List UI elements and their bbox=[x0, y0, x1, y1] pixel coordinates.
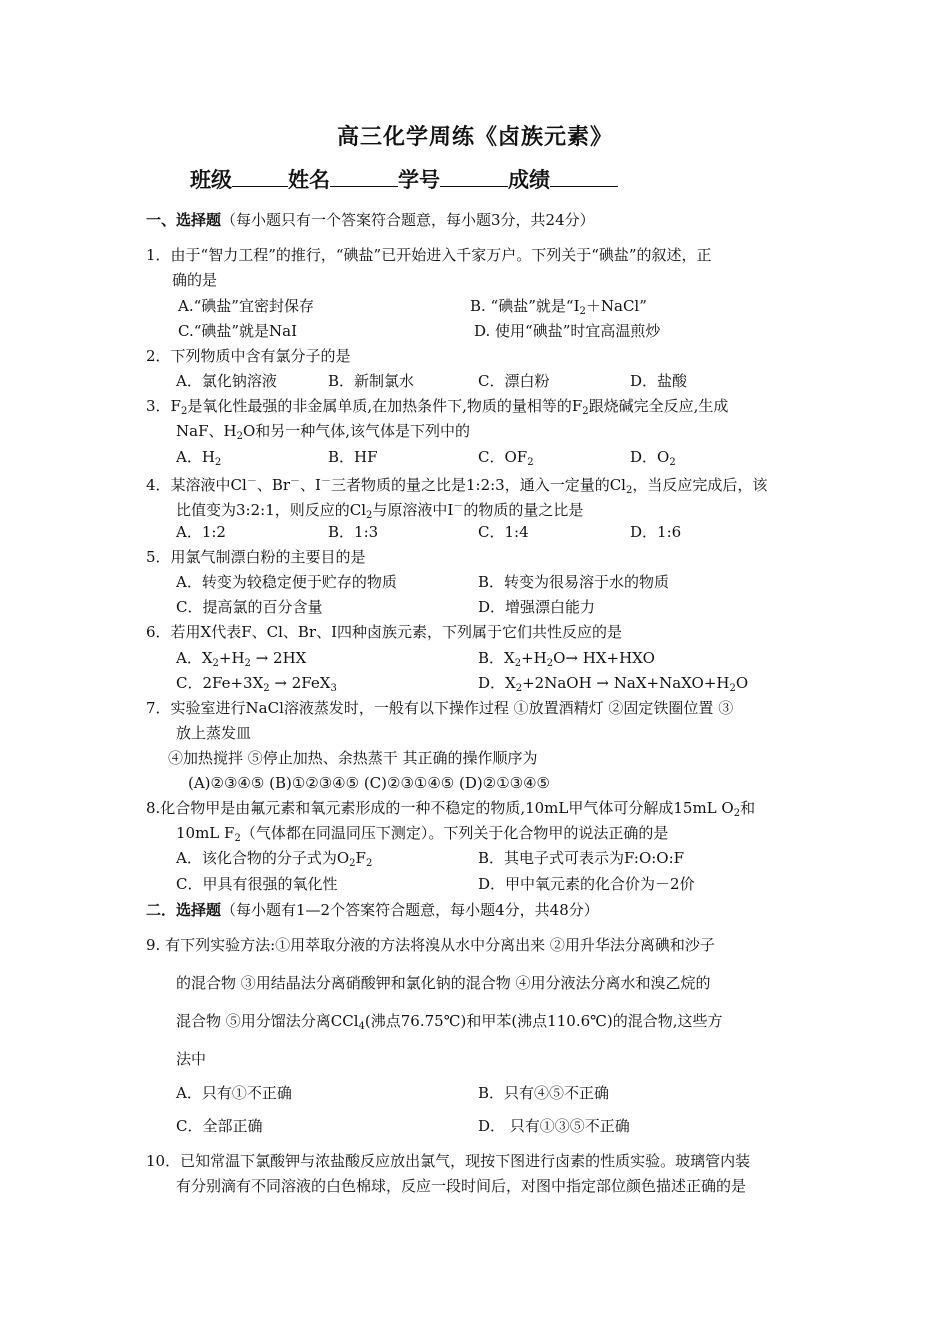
q3-sub-3: 2 bbox=[236, 431, 243, 442]
q4-sup-3: － bbox=[320, 476, 331, 487]
id-label: 学号 bbox=[398, 167, 440, 192]
q8-text-4: （气体都在同温同压下测定）。下列关于化合物甲的说法正确的是 bbox=[240, 824, 669, 842]
q9-option-d: D． 只有①③⑤不正确 bbox=[478, 1117, 630, 1135]
section1-heading: 一、选择题 bbox=[146, 211, 222, 229]
q9-text-2: (沸点76.75℃)和甲苯(沸点110.6℃)的混合物,这些方 bbox=[364, 1012, 723, 1030]
name-blank[interactable] bbox=[330, 168, 398, 187]
q8-a-t1: A．该化合物的分子式为O bbox=[176, 849, 350, 867]
q1-option-a: A.“碘盐”宜密封保存 bbox=[178, 297, 314, 315]
q4-option-d: D．1:6 bbox=[630, 523, 682, 541]
student-info-row bbox=[190, 164, 618, 194]
q8-stem-line1 bbox=[146, 798, 755, 824]
q6-b-t1: B．X bbox=[478, 649, 515, 667]
q6-d-t2: +2NaOH → NaX+NaXO+H bbox=[522, 674, 730, 692]
q8-a-s2: 2 bbox=[365, 858, 373, 869]
page-title: 高三化学周练《卤族元素》 bbox=[336, 124, 613, 150]
q6-d-t3: O bbox=[735, 674, 749, 692]
q6-stem: 6．若用X代表F、Cl、Br、I四种卤族元素，下列属于它们共性反应的是 bbox=[146, 623, 623, 641]
q4-sub-1: 2 bbox=[625, 485, 633, 496]
q5-stem: 5．用氯气制漂白粉的主要目的是 bbox=[146, 548, 366, 566]
q3-option-a bbox=[176, 447, 221, 473]
q7-stem-line1: 7．实验室进行NaCl溶液蒸发时，一般有以下操作过程 ①放置酒精灯 ②固定铁圈位置 ③ bbox=[146, 699, 734, 717]
q8-stem-line2 bbox=[176, 823, 668, 849]
q3-d-sub: 2 bbox=[669, 457, 676, 468]
q3-d-text: D．O bbox=[630, 448, 670, 466]
q8-a-t2: F bbox=[355, 849, 366, 867]
section2-heading: 二．选择题 bbox=[146, 901, 222, 919]
q3-stem-line2 bbox=[176, 421, 470, 447]
q3-text-4: NaF、H bbox=[176, 422, 237, 440]
q2-option-d: D．盐酸 bbox=[630, 372, 688, 390]
q4-sup-2: － bbox=[290, 476, 301, 487]
q6-a-t3: → 2HX bbox=[250, 649, 307, 667]
section1-note: （每小题只有一个答案符合题意，每小题3分，共24分） bbox=[221, 211, 595, 229]
q6-a-t1: A．X bbox=[176, 649, 213, 667]
q1-option-b-sub: 2 bbox=[579, 306, 586, 317]
q3-option-b: B．HF bbox=[328, 448, 378, 466]
q7-options: (A)②③④⑤ (B)①②③④⑤ (C)②③①④⑤ (D)②①③④⑤ bbox=[188, 774, 550, 792]
q8-option-b: B．其电子式可表示为F:O:O:F bbox=[478, 849, 685, 867]
section2-note: （每小题有1—2个答案符合题意，每小题4分，共48分） bbox=[221, 901, 599, 919]
score-label: 成绩 bbox=[508, 167, 550, 192]
q6-a-t2: +H bbox=[218, 649, 245, 667]
q1-option-b bbox=[470, 296, 647, 322]
q1-stem-line1: 1．由于“智力工程”的推行，“碘盐”已开始进入千家万户。下列关于“碘盐”的叙述，正 bbox=[146, 246, 712, 264]
q6-b-t2: +H bbox=[521, 649, 547, 667]
q4-text-2: 、Br bbox=[256, 476, 291, 494]
q8-sub-2: 2 bbox=[234, 833, 241, 844]
q1-option-c: C.“碘盐”就是NaI bbox=[178, 322, 298, 340]
q1-option-b-tail: ＋NaCl” bbox=[585, 297, 647, 315]
q5-option-a: A．转变为较稳定便于贮存的物质 bbox=[176, 573, 397, 591]
q9-option-a: A．只有①不正确 bbox=[176, 1084, 292, 1102]
q3-c-text: C．OF bbox=[478, 448, 528, 466]
q7-stem-line2: 放上蒸发皿 bbox=[176, 724, 252, 742]
q6-d-s2: 2 bbox=[729, 683, 736, 694]
q6-d-s1: 2 bbox=[515, 683, 523, 694]
q6-option-b bbox=[478, 648, 655, 674]
q6-d-t1: D．X bbox=[478, 674, 516, 692]
q7-stem-line3: ④加热搅拌 ⑤停止加热、余热蒸干 其正确的操作顺序为 bbox=[168, 749, 538, 767]
q6-c-t2: → 2FeX bbox=[269, 674, 331, 692]
q9-option-c: C．全部正确 bbox=[176, 1117, 263, 1135]
section1-heading-line bbox=[146, 210, 595, 230]
q6-b-s2: 2 bbox=[546, 658, 554, 669]
q4-sup-4: － bbox=[453, 501, 464, 512]
q4-sup-1: － bbox=[246, 476, 257, 487]
q5-option-b: B．转变为很易溶于水的物质 bbox=[478, 573, 670, 591]
q6-option-a bbox=[176, 648, 306, 674]
q8-option-d: D．甲中氧元素的化合价为－2价 bbox=[478, 875, 695, 893]
q6-a-s2: 2 bbox=[244, 658, 251, 669]
section2-heading-line bbox=[146, 900, 599, 920]
q8-text-3: 10mL F bbox=[176, 824, 235, 842]
q6-c-s1: 2 bbox=[263, 683, 270, 694]
q3-a-text: A．H bbox=[176, 448, 215, 466]
q4-sub-2: 2 bbox=[366, 510, 373, 521]
q10-stem-line2: 有分别滴有不同溶液的白色棉球，反应一段时间后，对图中指定部位颜色描述正确的是 bbox=[176, 1177, 747, 1195]
q2-option-a: A．氯化钠溶液 bbox=[176, 372, 277, 390]
q8-option-a bbox=[176, 848, 372, 874]
q4-text-1: 4．某溶液中Cl bbox=[146, 476, 247, 494]
q3-sub-1: 2 bbox=[180, 406, 188, 417]
q6-b-t3: O→ HX+HXO bbox=[553, 649, 655, 667]
q2-option-c: C．漂白粉 bbox=[478, 372, 550, 390]
q4-text-4: 三者物质的量之比是1:2:3，通入一定量的Cl bbox=[330, 476, 626, 494]
q8-sub-1: 2 bbox=[733, 808, 741, 819]
id-blank[interactable] bbox=[440, 168, 508, 187]
q9-text-1: 混合物 ⑤用分馏法分离CCl bbox=[176, 1012, 359, 1030]
q4-option-c: C．1:4 bbox=[478, 523, 529, 541]
q3-text-1: 3．F bbox=[146, 397, 181, 415]
q3-sub-2: 2 bbox=[582, 406, 589, 417]
q2-stem: 2．下列物质中含有氯分子的是 bbox=[146, 347, 351, 365]
q5-option-d: D．增强漂白能力 bbox=[478, 598, 596, 616]
q6-option-d bbox=[478, 673, 748, 699]
score-blank[interactable] bbox=[550, 168, 618, 187]
q3-option-c bbox=[478, 447, 534, 473]
q4-text-3: 、I bbox=[300, 476, 321, 494]
q6-b-s1: 2 bbox=[514, 658, 522, 669]
q3-stem-line1 bbox=[146, 396, 728, 422]
q3-text-3: 跟烧碱完全反应,生成 bbox=[588, 397, 729, 415]
q8-option-c: C．甲具有很强的氧化性 bbox=[176, 875, 338, 893]
q9-stem-line1: 9. 有下列实验方法:①用萃取分液的方法将溴从水中分离出来 ②用升华法分离碘和沙子 bbox=[146, 936, 715, 954]
q4-text-6: 比值变为3:2:1，则反应的Cl bbox=[176, 501, 367, 519]
q9-sub-1: 4 bbox=[358, 1021, 365, 1032]
q8-text-2: 和 bbox=[740, 799, 756, 817]
q6-c-t1: C．2Fe+3X bbox=[176, 674, 264, 692]
q10-stem-line1: 10．已知常温下氯酸钾与浓盐酸反应放出氯气，现按下图进行卤素的性质实验。玻璃管内装 bbox=[146, 1152, 751, 1170]
q1-option-b-text: B. “碘盐”就是“I bbox=[470, 297, 580, 315]
q9-option-b: B．只有④⑤不正确 bbox=[478, 1084, 610, 1102]
q6-option-c bbox=[176, 673, 337, 699]
q4-text-7: 与原溶液中I bbox=[372, 501, 454, 519]
q1-option-d: D. 使用“碘盐”时宜高温煎炒 bbox=[474, 322, 661, 340]
q3-text-2: 是氧化性最强的非金属单质,在加热条件下,物质的量相等的F bbox=[187, 397, 583, 415]
name-label: 姓名 bbox=[288, 167, 330, 192]
q8-a-s1: 2 bbox=[349, 858, 356, 869]
q2-option-b: B．新制氯水 bbox=[328, 372, 415, 390]
q3-a-sub: 2 bbox=[214, 457, 222, 468]
q6-c-s2: 3 bbox=[330, 683, 337, 694]
q4-option-b: B．1:3 bbox=[328, 523, 379, 541]
q9-stem-line3 bbox=[176, 1011, 723, 1037]
q4-text-8: 的物质的量之比是 bbox=[463, 501, 584, 519]
q3-c-sub: 2 bbox=[527, 457, 534, 468]
q9-stem-line2: 的混合物 ③用结晶法分离硝酸钾和氯化钠的混合物 ④用分液法分离水和溴乙烷的 bbox=[176, 974, 711, 992]
q3-option-d bbox=[630, 447, 676, 473]
q1-stem-line2: 确的是 bbox=[172, 271, 218, 289]
class-blank[interactable] bbox=[232, 168, 288, 187]
q8-text-1: 8.化合物甲是由氟元素和氧元素形成的一种不稳定的物质,10mL甲气体可分解成15mL O bbox=[146, 799, 734, 817]
q4-text-5: ，当反应完成后，该 bbox=[632, 476, 768, 494]
class-label: 班级 bbox=[190, 167, 232, 192]
q3-text-5: O和另一种气体,该气体是下列中的 bbox=[242, 422, 471, 440]
q9-stem-line4: 法中 bbox=[176, 1050, 207, 1068]
q4-option-a: A．1:2 bbox=[176, 523, 226, 541]
q5-option-c: C．提高氯的百分含量 bbox=[176, 598, 323, 616]
q6-a-s1: 2 bbox=[212, 658, 219, 669]
